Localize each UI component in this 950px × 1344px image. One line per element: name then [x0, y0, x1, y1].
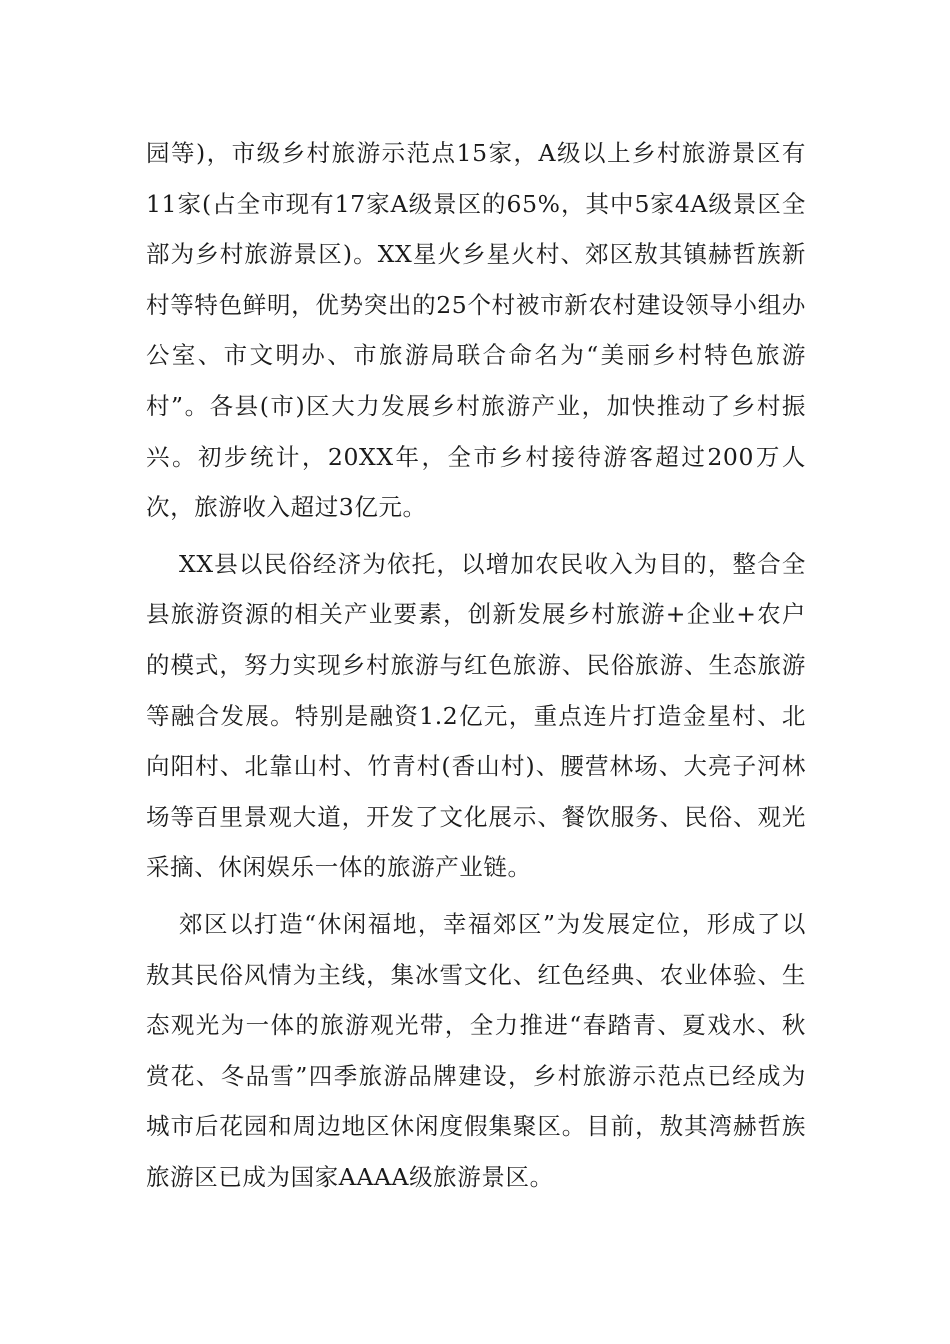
document-body: [146, 128, 806, 1208]
paragraph-1: 园等)，市级乡村旅游示范点15家，A级以上乡村旅游景区有11家(占全市现有17家A级景区的65%，其中5家4A级景区全部为乡村旅游景区)。XX星火乡星火村、郊区敖其镇赫哲族新村等特色鲜明，优势突出的25个村被市新农村建设领导小组办公室、市文明办、市旅游局联合命名为“美丽乡村特色旅游村”。各县(市)区大力发展乡村旅游产业，加快推动了乡村振兴。初步统计，20XX年，全市乡村接待游客超过200万人次，旅游收入超过3亿元。: [146, 139, 806, 522]
paragraph-2: XX县以民俗经济为依托，以增加农民收入为目的，整合全县旅游资源的相关产业要素，创新发展乡村旅游+企业+农户的模式，努力实现乡村旅游与红色旅游、民俗旅游、生态旅游等融合发展。特别是融资1.2亿元，重点连片打造金星村、北向阳村、北靠山村、竹青村(香山村)、腰营林场、大亮子河林场等百里景观大道，开发了文化展示、餐饮服务、民俗、观光采摘、休闲娱乐一体的旅游产业链。: [146, 549, 806, 882]
paragraph-3: 郊区以打造“休闲福地，幸福郊区”为发展定位，形成了以敖其民俗风情为主线，集冰雪文化、红色经典、农业体验、生态观光为一体的旅游观光带，全力推进“春踏青、夏戏水、秋赏花、冬品雪”四季旅游品牌建设，乡村旅游示范点已经成为城市后花园和周边地区休闲度假集聚区。目前，敖其湾赫哲族旅游区已成为国家AAAA级旅游景区。: [146, 909, 806, 1191]
